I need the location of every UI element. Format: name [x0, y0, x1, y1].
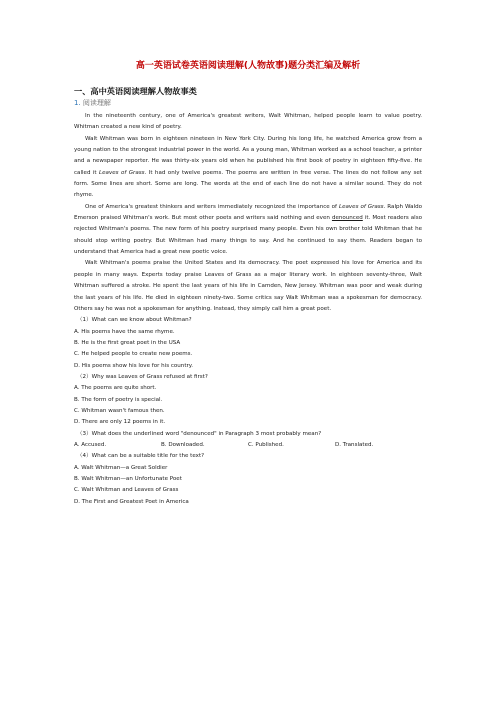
section-heading: 一、高中英语阅读理解人物故事类 [74, 86, 197, 96]
question-stem: （1）What can we know about Whitman? [77, 317, 192, 324]
option: C. Walt Whitman and Leaves of Grass [74, 487, 179, 494]
option: B. He is the first great poet in the USA [74, 339, 181, 346]
option: A. Walt Whitman—a Great Soldier [74, 464, 168, 471]
paragraph-1: In the nineteenth century, one of America's greatest writers, Walt Whitman, helped people learn to value poetry. Whitman created a new kind of poetry. [74, 113, 422, 131]
question-stem: （4）What can be a suitable title for the text? [77, 453, 205, 460]
option: B. Downloaded. [161, 441, 205, 448]
paragraph-3-text-a: One of America's greatest thinkers and writers immediately recognized the importance of [85, 203, 339, 210]
option: A. The poems are quite short. [74, 385, 157, 392]
option: D. Translated. [335, 441, 374, 448]
question-type: 阅读理解 [82, 99, 111, 107]
question-3 [74, 429, 422, 452]
paragraph-3-text-b: . Ralph Waldo Emerson praised Whitman's work. But most other poets and writers said nothing and even [74, 203, 422, 222]
paragraph-4: Walt Whitman's poems praise the United States and its democracy. The poet expressed his love for America and its people in many ways. Experts today praise Leaves of Grass as a major literary work. In eighteen seventy-three, Walt Whitman suffered a stroke. He spent the last years of his life in Camden, New Jersey. Whitman was poor and weak during the last years of his life. He died in eighteen ninety-two. Some critics say Walt Whitman was a spokesman for democracy. Others say he was not a spokesman for anything. Instead, they simply call him a great poet. [74, 260, 422, 312]
option: D. There are only 12 poems in it. [74, 419, 166, 426]
question-4 [74, 451, 422, 508]
option: B. Walt Whitman—an Unfortunate Poet [74, 476, 182, 482]
underlined-word: denounced [331, 215, 363, 222]
option: A. His poems have the same rhyme. [74, 328, 175, 335]
option: D. The First and Greatest Poet in America [74, 498, 189, 505]
option: B. The form of poetry is special. [74, 396, 163, 403]
reading-passage [74, 111, 422, 508]
book-title-italic: Leaves of Grass [339, 203, 384, 210]
book-title-italic: Leaves of Grass [99, 169, 145, 176]
paragraph-2 [74, 134, 422, 202]
question-number: 1. [74, 99, 81, 107]
option-row [74, 440, 422, 451]
option: A. Accused. [74, 441, 107, 448]
paragraph-3 [74, 202, 422, 259]
document-title: 高一英语试卷英语阅读理解(人物故事)题分类汇编及解析 [135, 61, 361, 71]
option: C. Published. [248, 441, 284, 448]
question-stem: （2）Why was Leaves of Grass refused at first? [77, 373, 208, 380]
paragraph-2-text-a: Walt Whitman was born in eighteen nineteen in New York City. During his long life, he watched America grow from a young nation to the strongest industrial power in the world. As a young man, Whitman worked as a school teacher, a printer and a newspaper reporter. He was thirty-six years old when he published his first book of poetry in eighteen fifty-five. He called it [74, 135, 422, 176]
paragraph-2-text-b: . It had only twelve poems. The poems are written in free verse. The lines do not follow any set form. Some lines are short. Some are long. The words at the end of each line do not have a similar sound. They do not rhyme. [74, 169, 422, 199]
question-1 [74, 315, 422, 372]
option: C. He helped people to create new poems. [74, 351, 193, 358]
paragraph-3-text-c: it. Most readers also rejected Whitman's poems. The new form of his poetry surprised many people. Even his own brother told Whitman that he should stop writing poetry. But Whitman had many things to say. And he continued to say them. Readers began to understand that America had a great new poetic voice. [74, 215, 423, 256]
option: D. His poems show his love for his country. [74, 362, 194, 369]
question-2 [74, 372, 422, 429]
question-label [74, 98, 111, 108]
question-stem: （3）What does the underlined word "denounced" in Paragraph 3 most probably mean? [77, 430, 322, 437]
option: C. Whitman wasn't famous then. [74, 407, 165, 414]
